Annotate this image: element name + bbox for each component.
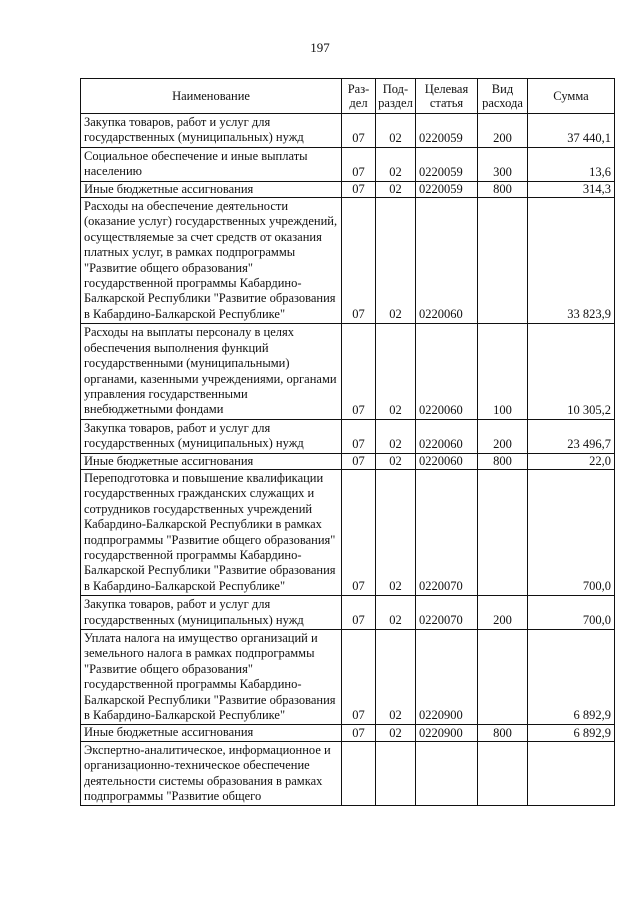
row-podrazdel: 02 <box>376 469 416 595</box>
row-name: Расходы на выплаты персоналу в целях обеспечения выполнения функций государственными (муниципальными) органами, казенными учреждениями, органами управления государственными внебюджетными фондами <box>81 324 342 419</box>
table-row <box>81 114 615 148</box>
row-razdel: 07 <box>342 596 376 630</box>
row-name: Закупка товаров, работ и услуг для государственных (муниципальных) нужд <box>81 419 342 453</box>
row-summa: 6 892,9 <box>528 725 615 741</box>
row-razdel: 07 <box>342 324 376 419</box>
row-podrazdel: 02 <box>376 198 416 324</box>
row-tselevaya: 0220900 <box>416 630 478 725</box>
table-row <box>81 324 615 419</box>
row-tselevaya: 0220060 <box>416 419 478 453</box>
row-name: Уплата налога на имущество организаций и земельного налога в рамках подпрограммы "Развитие общего образования" государственной программы Кабардино-Балкарской Республики "Развитие образования в Кабардино-Балкарской Республике" <box>81 630 342 725</box>
row-podrazdel: 02 <box>376 453 416 469</box>
row-name: Экспертно-аналитическое, информационное и организационно-техническое обеспечение деятельности системы образования в рамках подпрограммы "Развитие общего <box>81 741 342 806</box>
row-vid: 800 <box>478 453 528 469</box>
row-tselevaya: 0220900 <box>416 725 478 741</box>
header-name: Наименование <box>81 79 342 114</box>
table-header-row <box>81 79 615 114</box>
row-razdel: 07 <box>342 453 376 469</box>
row-vid: 800 <box>478 725 528 741</box>
row-name: Социальное обеспечение и иные выплаты населению <box>81 147 342 181</box>
row-tselevaya: 0220059 <box>416 181 478 197</box>
table-row <box>81 453 615 469</box>
row-summa: 314,3 <box>528 181 615 197</box>
table-row <box>81 147 615 181</box>
row-razdel: 07 <box>342 114 376 148</box>
row-summa: 37 440,1 <box>528 114 615 148</box>
row-razdel: 07 <box>342 469 376 595</box>
row-name: Иные бюджетные ассигнования <box>81 725 342 741</box>
row-summa: 700,0 <box>528 596 615 630</box>
table-row <box>81 181 615 197</box>
row-tselevaya: 0220059 <box>416 147 478 181</box>
row-summa: 33 823,9 <box>528 198 615 324</box>
row-podrazdel: 02 <box>376 419 416 453</box>
row-vid <box>478 198 528 324</box>
row-vid: 800 <box>478 181 528 197</box>
row-tselevaya: 0220060 <box>416 324 478 419</box>
row-name: Иные бюджетные ассигнования <box>81 181 342 197</box>
header-podrazdel <box>376 79 416 114</box>
row-summa: 10 305,2 <box>528 324 615 419</box>
row-tselevaya: 0220060 <box>416 198 478 324</box>
row-name: Переподготовка и повышение квалификации государственных гражданских служащих и сотрудников государственных учреждений Кабардино-Балкарской Республики в рамках подпрограммы "Развитие общего образования" государственной программы Кабардино-Балкарской Республики "Развитие образования в Кабардино-Балкарской Республике" <box>81 469 342 595</box>
header-tselevaya-text: Целевая статья <box>424 82 469 110</box>
row-tselevaya: 0220059 <box>416 114 478 148</box>
row-vid: 200 <box>478 419 528 453</box>
table-row <box>81 419 615 453</box>
row-podrazdel: 02 <box>376 630 416 725</box>
row-razdel: 07 <box>342 147 376 181</box>
table-row <box>81 469 615 595</box>
row-tselevaya: 0220070 <box>416 596 478 630</box>
row-podrazdel: 02 <box>376 596 416 630</box>
header-vid <box>478 79 528 114</box>
row-vid <box>478 741 528 806</box>
header-podrazdel-text: Под- раздел <box>378 82 413 110</box>
row-podrazdel: 02 <box>376 147 416 181</box>
table-row <box>81 725 615 741</box>
row-tselevaya: 0220070 <box>416 469 478 595</box>
row-podrazdel: 02 <box>376 114 416 148</box>
row-summa: 13,6 <box>528 147 615 181</box>
row-vid: 200 <box>478 596 528 630</box>
row-podrazdel: 02 <box>376 324 416 419</box>
row-podrazdel: 02 <box>376 181 416 197</box>
header-razdel <box>342 79 376 114</box>
row-razdel: 07 <box>342 725 376 741</box>
page-number: 197 <box>310 40 330 55</box>
row-summa: 23 496,7 <box>528 419 615 453</box>
row-vid: 100 <box>478 324 528 419</box>
row-razdel: 07 <box>342 419 376 453</box>
row-vid <box>478 469 528 595</box>
row-razdel: 07 <box>342 630 376 725</box>
row-tselevaya <box>416 741 478 806</box>
table-row <box>81 596 615 630</box>
table-row <box>81 630 615 725</box>
row-summa: 6 892,9 <box>528 630 615 725</box>
row-summa <box>528 741 615 806</box>
row-podrazdel <box>376 741 416 806</box>
row-podrazdel: 02 <box>376 725 416 741</box>
header-summa: Сумма <box>528 79 615 114</box>
row-summa: 22,0 <box>528 453 615 469</box>
row-name: Иные бюджетные ассигнования <box>81 453 342 469</box>
row-razdel <box>342 741 376 806</box>
row-tselevaya: 0220060 <box>416 453 478 469</box>
table-row <box>81 198 615 324</box>
row-vid <box>478 630 528 725</box>
row-vid: 200 <box>478 114 528 148</box>
row-razdel: 07 <box>342 181 376 197</box>
row-razdel: 07 <box>342 198 376 324</box>
row-name: Закупка товаров, работ и услуг для государственных (муниципальных) нужд <box>81 596 342 630</box>
table-row <box>81 741 615 806</box>
row-name: Расходы на обеспечение деятельности (оказание услуг) государственных учреждений, осуществляемые за счет средств от оказания платных услуг, в рамках подпрограммы "Развитие общего образования" государственной программы Кабардино-Балкарской Республики "Развитие образования в Кабардино-Балкарской Республике" <box>81 198 342 324</box>
row-vid: 300 <box>478 147 528 181</box>
row-name: Закупка товаров, работ и услуг для государственных (муниципальных) нужд <box>81 114 342 148</box>
row-summa: 700,0 <box>528 469 615 595</box>
budget-table <box>80 78 615 806</box>
header-vid-text: Вид расхода <box>482 82 523 110</box>
header-razdel-text: Раз- дел <box>347 82 370 110</box>
header-tselevaya <box>416 79 478 114</box>
